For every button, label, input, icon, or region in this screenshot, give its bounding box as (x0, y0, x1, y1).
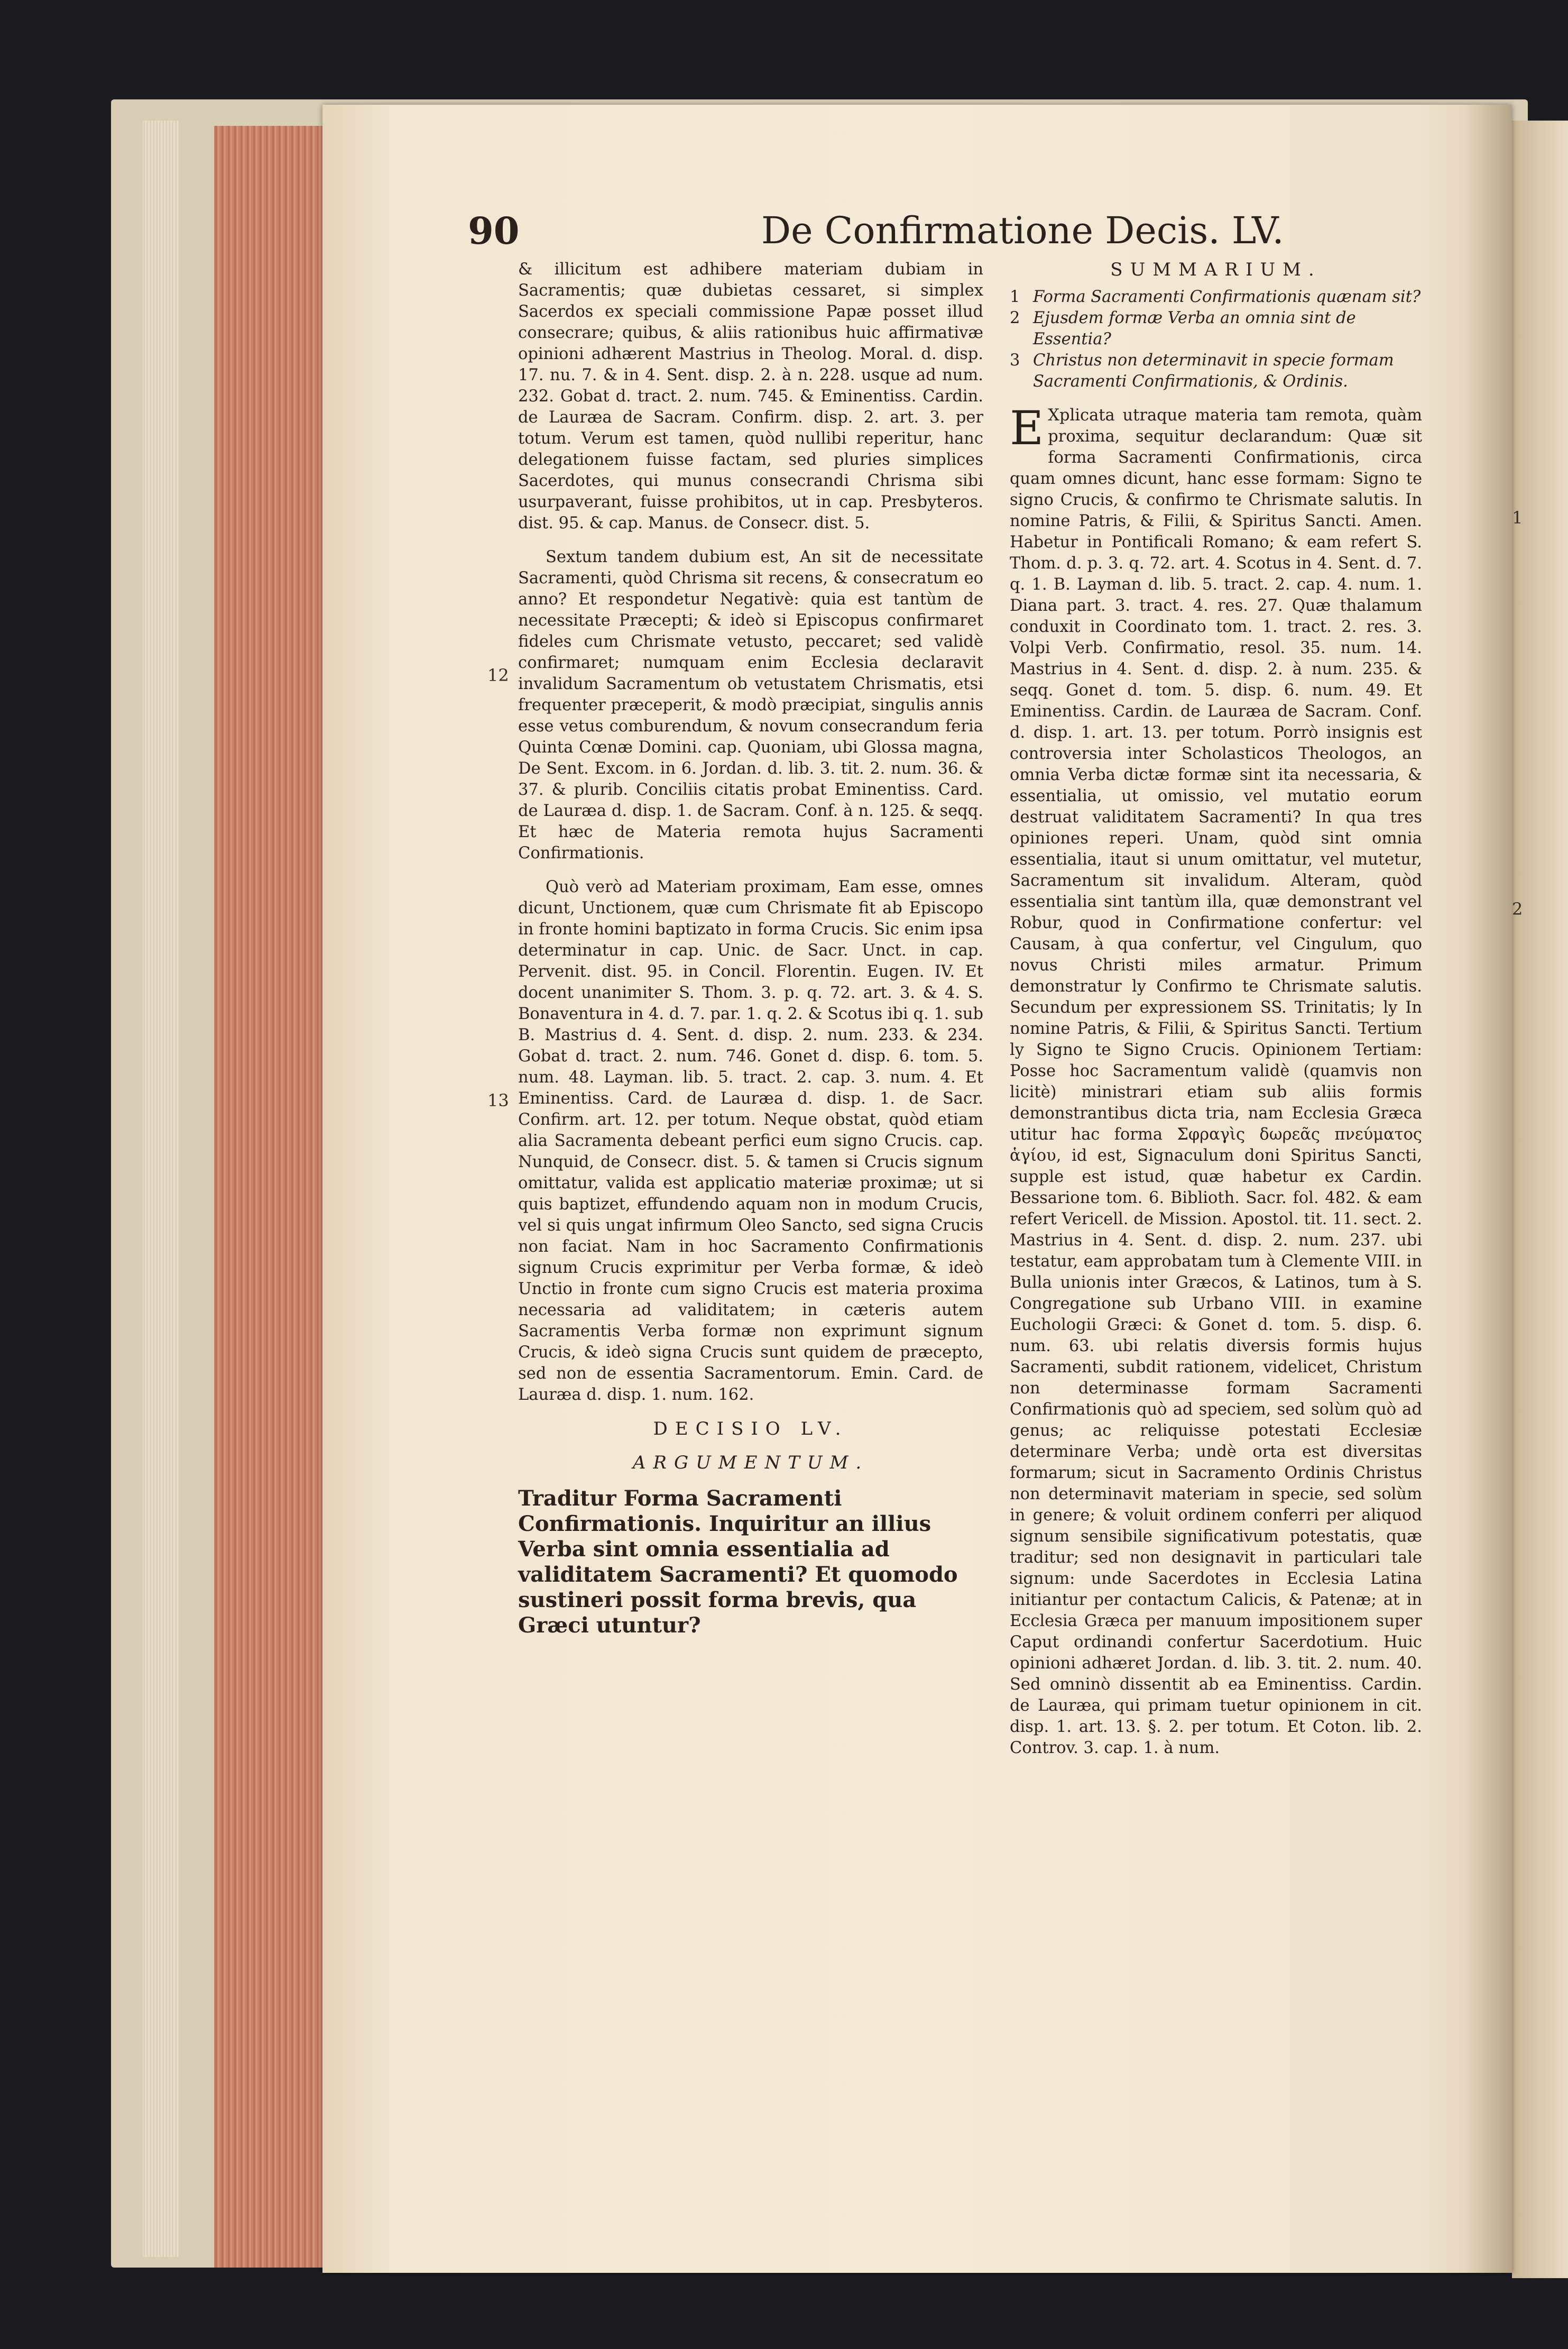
summary-item (1010, 350, 1422, 392)
argumentum-heading: ARGUMENTUM. (632, 1452, 869, 1473)
summary-item-number: 2 (1010, 309, 1020, 327)
summary-item-text: Forma Sacramenti Confirmationis quænam sit? (1033, 288, 1421, 306)
summary-item (1010, 308, 1422, 350)
margin-number: 2 (1512, 899, 1523, 919)
summary-item-number: 3 (1010, 351, 1020, 370)
summary-item (1010, 287, 1422, 308)
main-paragraph (1010, 401, 1422, 1759)
argumentum-text: Traditur Forma Sacramenti Confirmationis. Inquiritur an illius Verba sint omnia essentialia ad validitatem Sacramenti? Et quomodo sustineri possit forma brevis, qua Græci utuntur? (518, 1486, 958, 1638)
paragraph: Quò verò ad Materiam proximam, Eam esse, omnes dicunt, Unctionem, quæ cum Chrismate fit ab Episcopo in fronte homini baptizato in forma Crucis. Sic enim ipsa determinatur in cap. Unic. de Sacr. Unct. in cap. Pervenit. dist. 95. in Concil. Florentin. Eugen. IV. Et docent unanimiter S. Thom. 3. p. q. 72. art. 3. & 4. S. Bonaventura in 4. d. 7. par. 1. q. 2. & Scotus ibi q. 1. sub B. Mastrius d. 4. Sent. d. disp. 2. num. 233. & 234. Gobat d. tract. 2. num. 746. Gonet d. disp. 6. tom. 5. num. 48. Layman. lib. 5. tract. 2. cap. 3. num. 4. Et Eminentiss. Card. de Lauræa d. disp. 1. de Sacr. Confirm. art. 12. per totum. Neque obstat, quòd etiam alia Sacramenta debeant perfici eum signo Crucis. cap. Nunquid, de Consecr. dist. 5. & tamen si Crucis signum omittatur, valida est applicatio materiæ proximæ; ut si quis baptizet, effundendo aquam non in modum Crucis, vel si quis ungat infirmum Oleo Sancto, sed signa Crucis non faciat. Nam in hoc Sacramento Confirmationis signum Crucis exprimitur per Verba formæ, & ideò Unctio in fronte cum signo Crucis est materia proxima necessaria ad validitatem; in cæteris autem Sacramentis Verba formæ non exprimunt signum Crucis, & ideò signa Crucis sunt quidem de præcepto, sed non de essentia Sacramentorum. Emin. Card. de Lauræa d. disp. 1. num. 162. (518, 878, 984, 1404)
summarium-heading: SUMMARIUM. (1110, 259, 1322, 280)
page-header (468, 209, 1284, 256)
running-title: De Confirmatione Decis. LV. (761, 209, 1284, 252)
paragraph: & illicitum est adhibere materiam dubiam in Sacramentis; quæ dubietas cessaret, si simplex Sacerdos ex speciali commissione Papæ posset illud consecrare; quibus, & aliis rationibus huic affirmativæ opinioni adhærent Mastrius in Theolog. Moral. d. disp. 17. nu. 7. & in 4. Sent. disp. 2. à n. 228. usque ad num. 232. Gobat d. tract. 2. num. 745. & Eminentiss. Cardin. de Lauræa de Sacram. Confirm. disp. 2. art. 3. per totum. Verum est tamen, quòd nullibi reperitur, hanc delegationem fuisse factam, sed pluries simplices Sacerdotes, qui munus consecrandi Chrisma sibi usurpaverant, fuisse prohibitos, ut in cap. Presbyteros. dist. 95. & cap. Manus. de Consecr. dist. 5. (518, 260, 983, 533)
main-paragraph-text: Xplicata utraque materia tam remota, quàm proxima, sequitur declarandum: Quæ sit forma Sacramenti Confirmationis, circa quam omnes dicunt, hanc esse formam: Signo te signo Crucis, & confirmo te Chrismate salutis. In nomine Patris, & Filii, & Spiritus Sancti. Amen. Habetur in Pontificali Romano; & eam refert S. Thom. d. p. 3. q. 72. art. 4. Scotus in 4. Sent. d. 7. q. 1. B. Layman d. lib. 5. tract. 2. cap. 4. num. 1. Diana part. 3. tract. 4. res. 27. Quæ thalamum conduxit in Coordinato tom. 1. tract. 2. res. 3. Volpi Verb. Confirmatio, resol. 35. num. 14. Mastrius in 4. Sent. d. disp. 2. à num. 235. & seqq. Gonet d. tom. 5. disp. 6. num. 49. Et Eminentiss. Cardin. de Lauræa de Sacram. Conf. d. disp. 1. art. 13. per totum. Porrò insignis est controversia inter Scholasticos Theologos, an omnia Verba dictæ formæ sint ita necessaria, & essentialia, ut omissio, vel mutatio eorum destruat validitatem Sacramenti? In qua tres opiniones reperi. Unam, quòd sint omnia essentialia, itaut si unum omittatur, vel mutetur, Sacramentum sit invalidum. Alteram, quòd essentialia sint tantùm illa, quæ demonstrant vel Robur, quod in Confirmatione confertur: vel Causam, à qua confertur, vel Cingulum, quo novus Christi miles armatur. Primum demonstratur ly Confirmo te Chrismate salutis. Secundum per expressionem SS. Trinitatis; ly In nomine Patris, & Filii, & Spiritus Sancti. Tertium ly Signo te Signo Crucis. Opinionem Tertiam: Posse hoc Sacramentum validè (quamvis non licitè) ministrari etiam sub aliis formis demonstrantibus dicta tria, nam Ecclesia Græca utitur hac forma Σφραγὶς δωρεᾶς πνεύματος ἁγίου, id est, Signaculum doni Spiritus Sancti, supple est istud, quæ habetur ex Cardin. Bessarione tom. 6. Biblioth. Sacr. fol. 482. & eam refert Vericell. de Mission. Apostol. tit. 11. sect. 2. Mastrius in 4. Sent. d. disp. 2. num. 237. ubi testatur, eam approbatam tum à Clemente VIII. in Bulla unionis inter Græcos, & Latinos, tum à S. Congregatione sub Urbano VIII. in examine Euchologii Græci: & Gonet d. tom. 5. disp. 6. num. 63. ubi relatis diversis formis hujus Sacramenti, subdit rationem, videlicet, Christum non determinasse formam Sacramenti Confirmationis quò ad speciem, sed solùm quò ad genus; ac reliquisse potestati Ecclesiæ determinare Verba; undè orta est diversitas formarum; sicut in Sacramento Ordinis Christus non determinavit materiam in specie, sed solùm in genere; & voluit ordinem conferri per aliquod signum sensibile significativum potestatis, quæ traditur; sed non designavit in particulari tale signum: unde Sacerdotes in Ecclesia Latina initiantur per contactum Calicis, & Patenæ; at in Ecclesia Græca per manuum impositionem super Caput ordinandi confertur Sacerdotium. Huic opinioni adhæret Jordan. d. lib. 3. tit. 2. num. 40. Sed omninò dissentit ab ea Eminentiss. Cardin. de Lauræa, qui primam tuetur opinionem in cit. disp. 1. art. 13. §. 2. per totum. Et Coton. lib. 2. Controv. 3. cap. 1. à num. (1010, 406, 1422, 1757)
page-edges (143, 121, 180, 2257)
margin-number: 13 (487, 1090, 509, 1111)
paragraph: Sextum tandem dubium est, An sit de necessitate Sacramenti, quòd Chrisma sit recens, & consecratum eo anno? Et respondetur Negativè: quia est tantùm de necessitate Præcepti; & ideò si Episcopus confirmaret fideles cum Chrismate vetusto, peccaret; sed validè confirmaret; numquam enim Ecclesia declaravit invalidum Sacramentum ob vetustatem Chrismatis, etsi frequenter præceperit, & modò præcipiat, singulis annis esse vetus comburendum, & novum consecrandum feria Quinta Cœnæ Domini. cap. Quoniam, ubi Glossa magna, De Sent. Excom. in 6. Jordan. d. lib. 3. tit. 2. num. 36. & 37. & plurib. Conciliis citatis probat Eminentiss. Card. de Lauræa d. disp. 1. de Sacram. Conf. à n. 125. & seqq. Et hæc de Materia remota hujus Sacramenti Confirmationis. (518, 548, 983, 862)
drop-cap: E (1010, 401, 1044, 455)
summary-item-text: Ejusdem formæ Verba an omnia sint de Essentia? (1033, 309, 1356, 348)
summary-item-text: Christus non determinavit in specie formam Sacramenti Confirmationis, & Ordinis. (1033, 351, 1394, 391)
decisio-heading: DECISIO LV. (653, 1418, 848, 1439)
spine-shadow (1464, 105, 1512, 2273)
page-number: 90 (468, 209, 520, 253)
facing-page-edge (1512, 121, 1568, 2278)
margin-number: 12 (487, 665, 509, 685)
margin-number: 1 (1512, 508, 1523, 528)
summary-item-number: 1 (1010, 288, 1020, 306)
right-column (1010, 259, 1422, 1759)
left-column (518, 259, 983, 1638)
